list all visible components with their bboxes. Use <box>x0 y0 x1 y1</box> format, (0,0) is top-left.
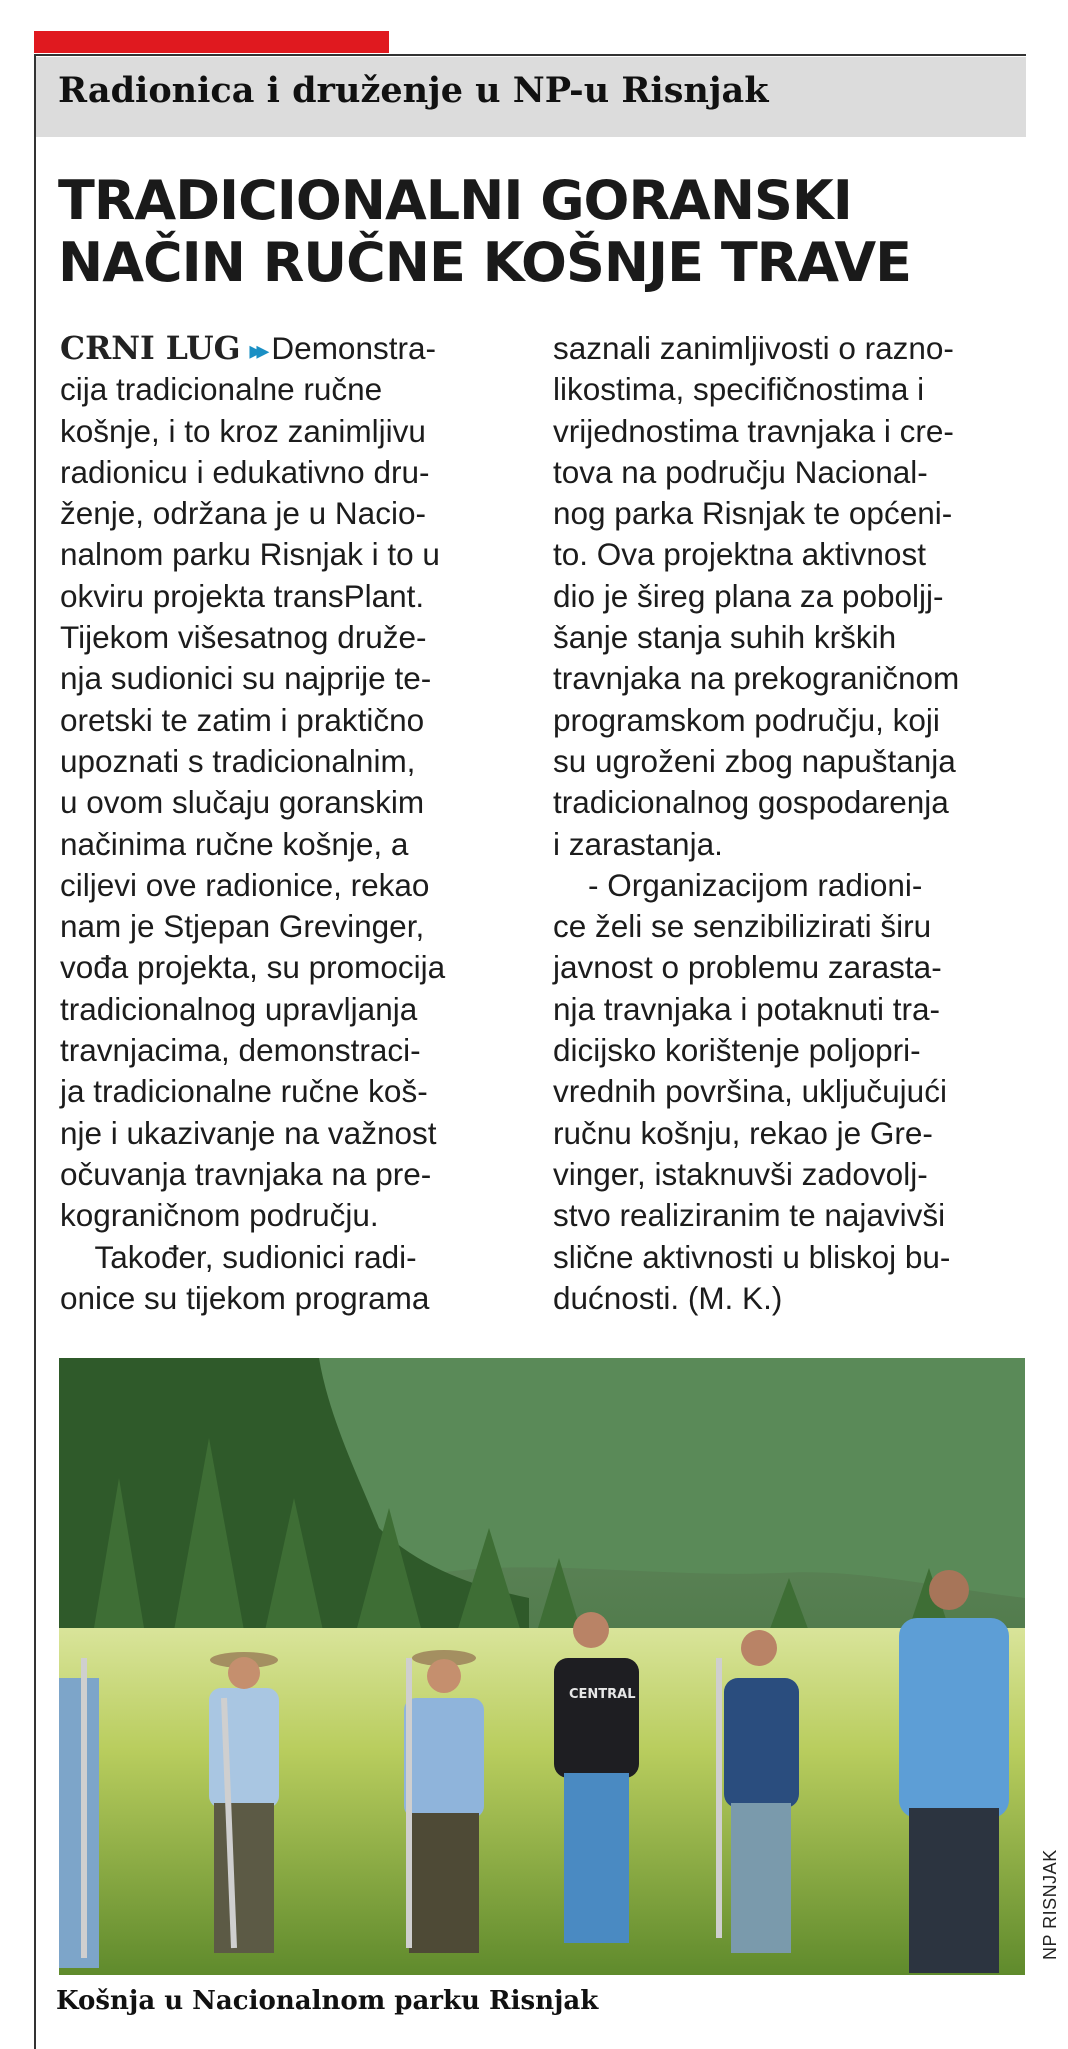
text-line: tova na području Nacional- <box>553 453 928 490</box>
text-line: vinger, istaknuvši zadovolj- <box>553 1155 928 1192</box>
text-line: nja travnjaka i potaknuti tra- <box>553 990 940 1027</box>
article-column-left <box>60 328 505 1319</box>
text-line: vođa projekta, su promocija <box>60 949 446 986</box>
text-line: tradicionalnog gospodarenja <box>553 784 949 821</box>
text-line <box>60 328 505 369</box>
text-line: Također, sudionici radi- <box>60 1238 417 1275</box>
text-line: javnost o problemu zarasta- <box>553 949 942 986</box>
text-line: nam je Stjepan Grevinger, <box>60 908 425 945</box>
text-line: košnje, i to kroz zanimljivu <box>60 412 426 449</box>
text-line: nja sudionici su najprije te- <box>60 660 432 697</box>
text-line: nje i ukazivanje na važnost <box>60 1114 437 1151</box>
dateline-arrows-icon: ▸▸ <box>249 335 264 365</box>
text-line: dicijsko korištenje poljopri- <box>553 1032 921 1069</box>
text-line: tradicionalnog upravljanja <box>60 990 418 1027</box>
section-accent-bar <box>34 31 389 53</box>
shirt-print: CENTRAL <box>569 1687 636 1702</box>
text-line: slične aktivnosti u bliskoj bu- <box>553 1238 951 1275</box>
text-line: oretski te zatim i praktično <box>60 701 425 738</box>
headline-line: TRADICIONALNI GORANSKI <box>58 169 852 232</box>
text-line: nalnom parku Risnjak i to u <box>60 536 440 573</box>
text-line: cija tradicionalne ručne <box>60 371 383 408</box>
headline <box>58 170 1018 294</box>
text-line: okviru projekta transPlant. <box>60 577 425 614</box>
text-line: dio je šireg plana za poboljj- <box>553 577 944 614</box>
text-line: Tijekom višesatnog druže- <box>60 619 427 656</box>
text-line: vrednih površina, uključujući <box>553 1073 947 1110</box>
text-line: ženje, održana je u Nacio- <box>60 495 426 532</box>
photo-meadow <box>59 1628 1025 1975</box>
text-line: dućnosti. (M. K.) <box>553 1279 783 1316</box>
text-line: to. Ova projektna aktivnost <box>553 536 926 573</box>
text-line: očuvanja travnjaka na pre- <box>60 1155 432 1192</box>
text-line: - Organizacijom radioni- <box>553 866 923 903</box>
news-photo <box>59 1358 1025 1975</box>
text-line: travnjacima, demonstraci- <box>60 1032 421 1069</box>
text-line: šanje stanja suhih krških <box>553 619 897 656</box>
photo-caption: Košnja u Nacionalnom parku Risnjak <box>56 1986 599 2016</box>
text-line: saznali zanimljivosti o razno- <box>553 330 954 366</box>
text-line: ce želi se senzibilizirati širu <box>553 908 932 945</box>
text-line: onice su tijekom programa <box>60 1279 430 1316</box>
text-line: vrijednostima travnjaka i cre- <box>553 412 954 449</box>
headline-line: NAČIN RUČNE KOŠNJE TRAVE <box>58 231 912 294</box>
text-line: ciljevi ove radionice, rekao <box>60 866 430 903</box>
text-line: programskom području, koji <box>553 701 940 738</box>
text-line: likostima, specifičnostima i <box>553 371 925 408</box>
text-line: ručnu košnju, rekao je Gre- <box>553 1114 933 1151</box>
left-rule <box>34 54 36 2049</box>
text-line: nog parka Risnjak te općeni- <box>553 495 953 532</box>
top-rule <box>34 54 1026 56</box>
text-line: radionicu i edukativno dru- <box>60 453 430 490</box>
text-line: travnjaka na prekograničnom <box>553 660 960 697</box>
text-line: upoznati s tradicionalnim, <box>60 742 416 779</box>
text-line: načinima ručne košnje, a <box>60 825 409 862</box>
text-line: i zarastanja. <box>553 825 723 862</box>
text-line: su ugroženi zbog napuštanja <box>553 742 956 779</box>
article-column-right <box>553 328 1033 1319</box>
photo-credit: NP RISNJAK <box>1040 1849 1060 1960</box>
text-line: stvo realiziranim te najavivši <box>553 1197 946 1234</box>
text-line-content: Demonstra- <box>271 330 436 366</box>
text-line: u ovom slučaju goranskim <box>60 784 425 821</box>
dateline: CRNI LUG <box>60 330 241 367</box>
kicker: Radionica i druženje u NP-u Risnjak <box>58 70 769 111</box>
text-line: kograničnom području. <box>60 1197 379 1234</box>
text-line: ja tradicionalne ručne koš- <box>60 1073 428 1110</box>
